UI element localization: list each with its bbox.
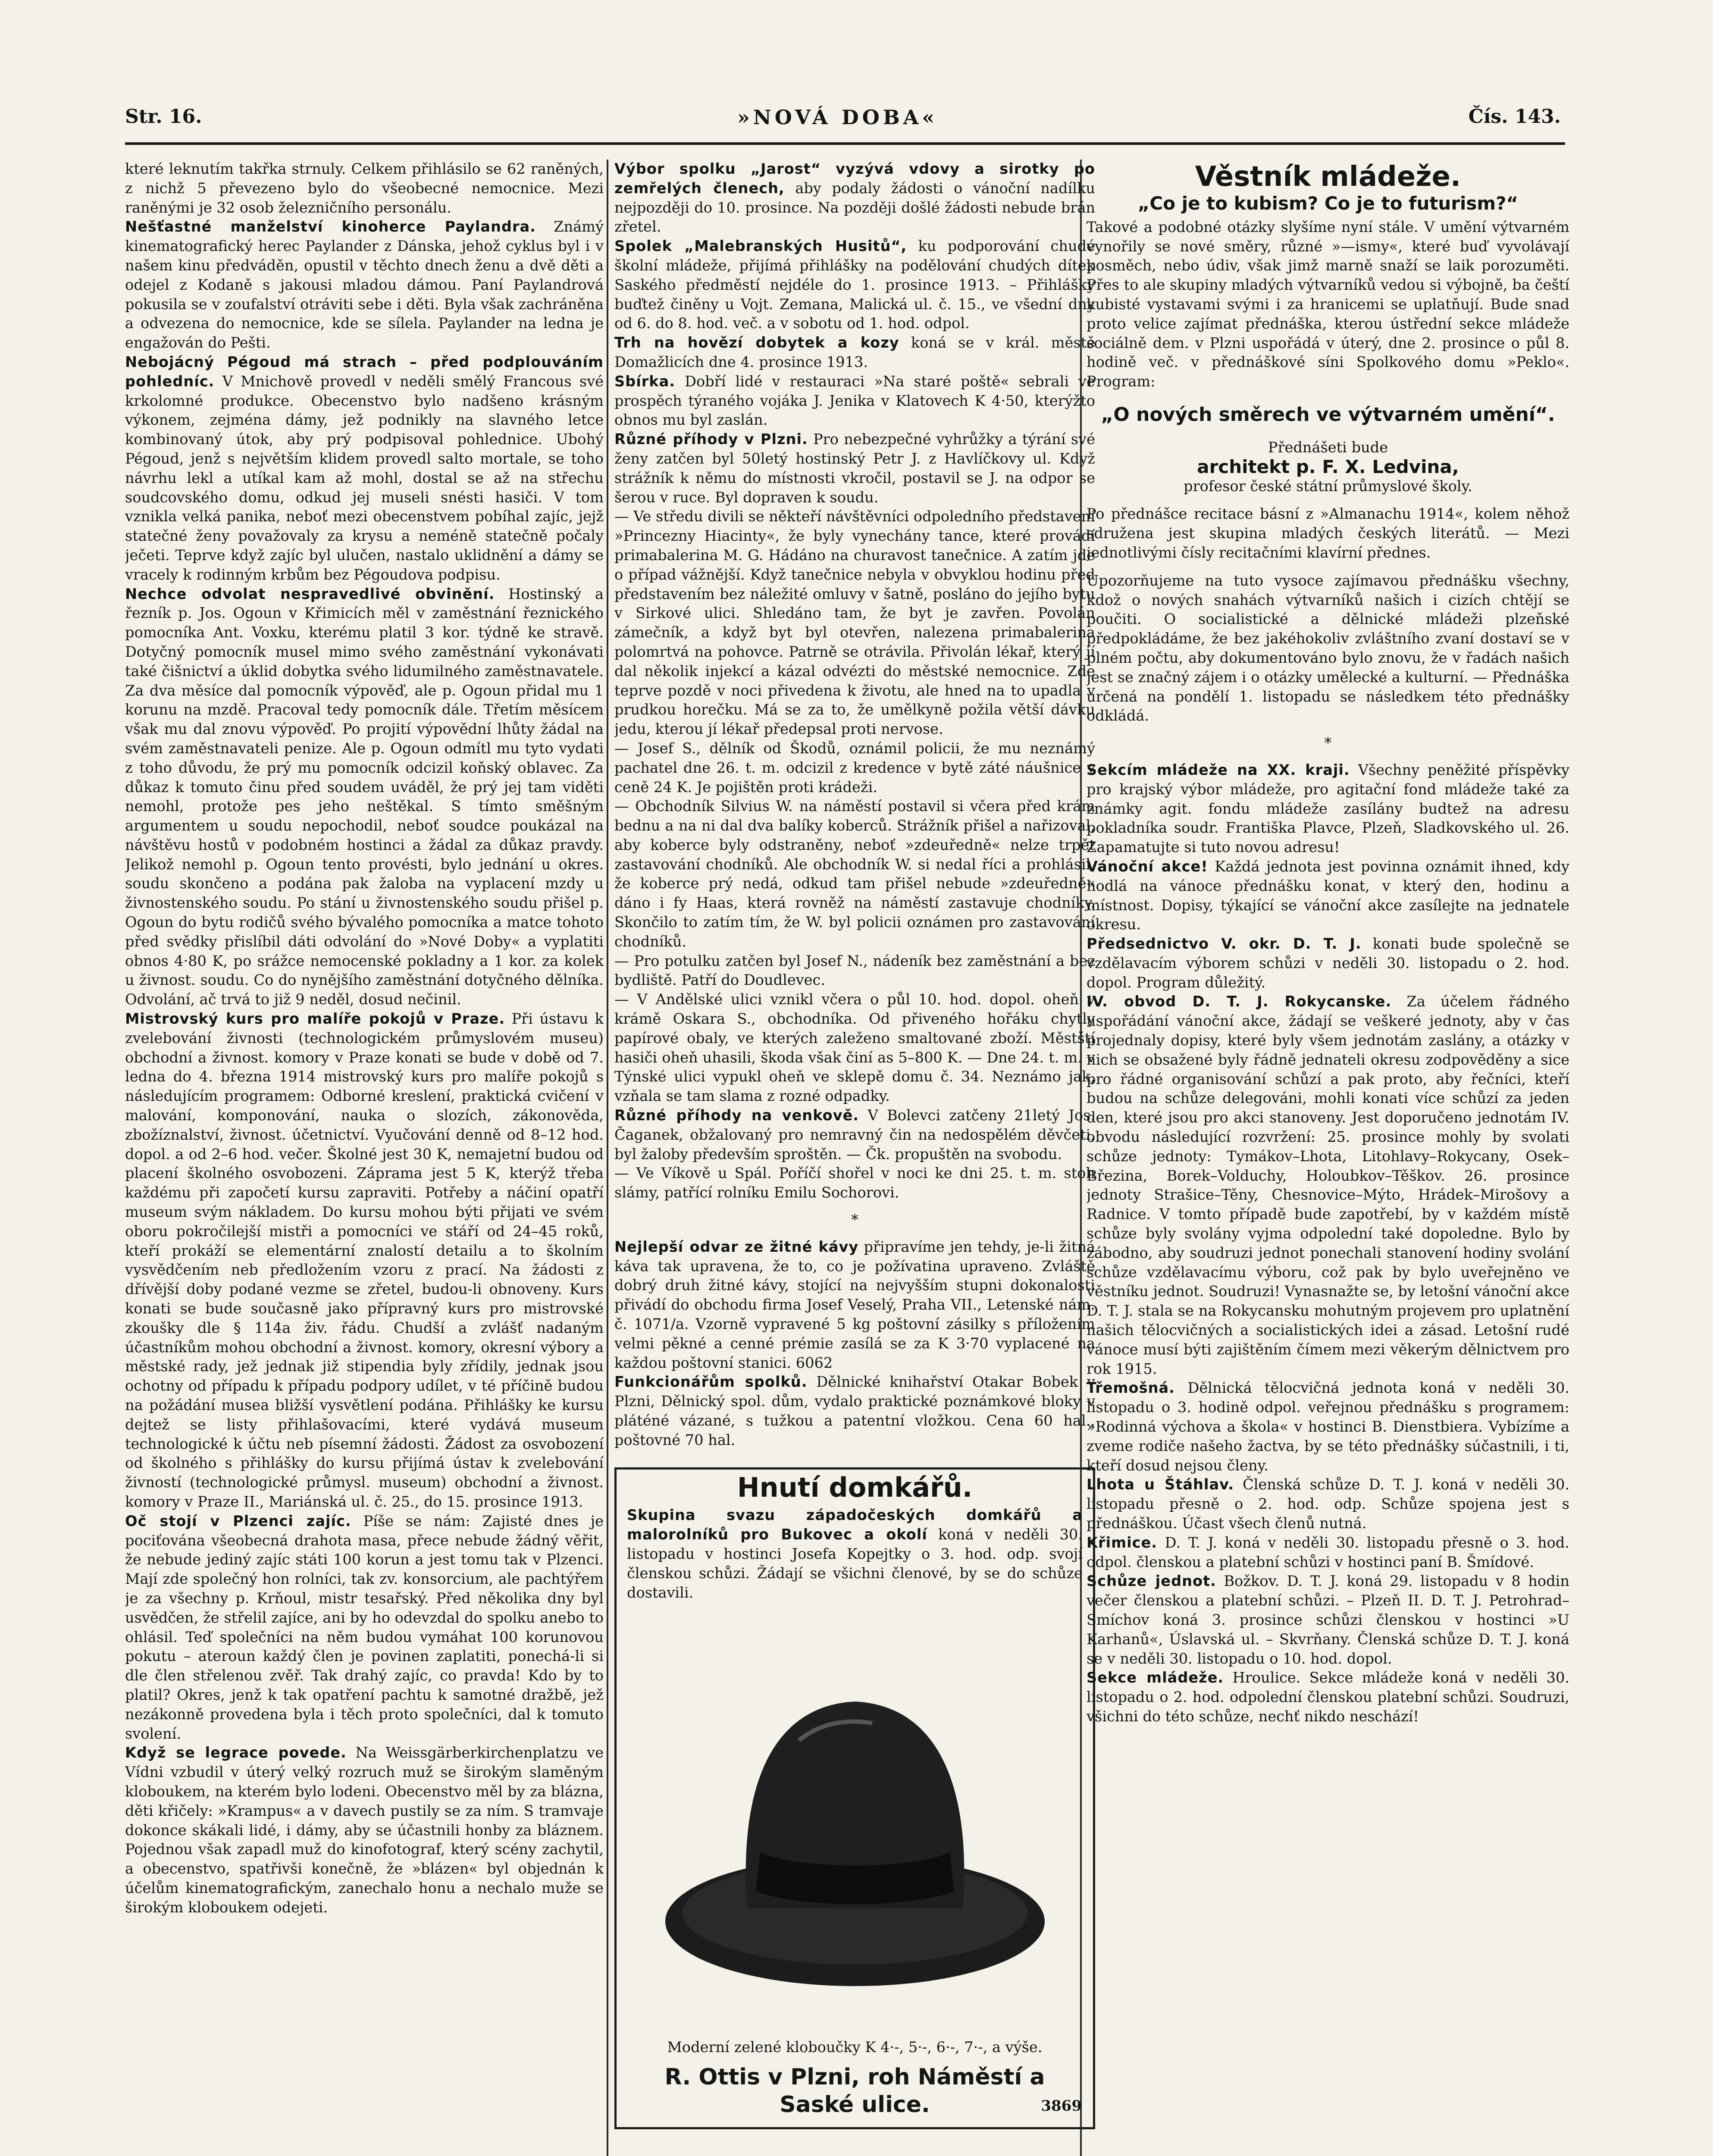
article-heading: Nebojácný Pégoud má strach – před podplouváním pohledníc. [125,353,604,390]
article [1087,934,1569,992]
section-star: * [1324,734,1332,752]
column-right [1087,160,1569,2156]
article-heading: Sbírka. [614,373,676,390]
article-heading: Funkcionářům spolků. [614,1373,808,1391]
article-paragraph: — Josef S., dělník od Škodů, oznámil policii, že mu neznámý pachatel dne 26. t. m. odcizil z kredence v bytě záté náušnice v ceně 24 K. Je pojištěn proti krádeži. [614,740,1095,796]
article-paragraph: — Ve Víkově u Spál. Poříčí shořel v noci ke dni 25. t. m. stoh slámy, patřící rolníku Emilu Sochorovi. [614,1165,1095,1201]
article-text: Božkov. D. T. J. koná 29. listopadu v 8 hodin večer členskou a platební schůzi. – Plzeň II. D. T. J. Petrohrad–Smíchov koná 3. prosince schůzi členskou v hostinci »U Karhanů«, Úslavská ul. – Skvrňany. Členská schůze D. T. J. koná se v neděli 30. listopadu o 10. hod. dopol. [1087,1573,1569,1667]
article-heading: Křimice. [1087,1534,1158,1551]
article [1087,1533,1569,1572]
ad-shop: R. Ottis v Plzni, roh Náměstí a Saské ulice. [664,2064,1045,2118]
article [614,1373,1095,1450]
article-heading: Schůze jednot. [1087,1573,1216,1590]
speaker-intro: Přednášeti bude [1268,439,1388,456]
article-text: D. T. J. koná v neděli 30. listopadu přesně o 3. hod. odpol. členskou a platební schůzi v hostinci paní B. Šmídové. [1087,1534,1569,1570]
ad-caption: Moderní zelené kloboučky K 4·-, 5·-, 6·-, 7·-, a výše. [667,2039,1043,2056]
article-paragraph: — V Andělské ulici vznikl včera o půl 10. hod. dopol. oheň v krámě Oskara S., obchodníka. Od přiveného hořáku chytly papírové obaly, ve kterých zaleženo smaltované zboží. Městští hasiči oheň uhasili, škoda však činí as 5–800 K. — Dne 24. t. m. v Týnské ulici vypukl oheň ve sklepě domu č. 34. Neznámo jak, vzňala se tam slama z rozné odpadky. [614,991,1095,1105]
section-star: * [851,1211,858,1228]
section-question: „Co je to kubism? Co je to futurism?“ [1137,193,1519,214]
column-middle [614,160,1095,2156]
ad-heading: Skupina svazu západočeských domkářů a malorolníků pro Bukovec a okolí [627,1507,1083,1543]
article-text: Všechny peněžité příspěvky pro krajský výbor mládeže, pro agitační fond mládeže také za známky agit. fondu mládeže zasílány budtež na adresu pokladníka soudr. Františka Plavce, Plzeň, Sladkovského ul. 26. Zapamatujte si tuto novou adresu! [1087,761,1569,856]
article [1087,857,1569,934]
article [125,1743,604,1917]
article [1087,761,1569,857]
article-paragraph: — Pro potulku zatčen byl Josef N., nádeník bez zaměstnání a bez bydliště. Patří do Doudlevec. [614,952,1095,989]
article-paragraph: Po přednášce recitace básní z »Almanachu 1914«, kolem něhož sdružena jest skupina mladých českých literátů. — Mezi jednotlivými čísly recitačními klavírní přednes. [1087,505,1569,561]
article-text: Každá jednota jest povinna oznámit ihned, kdy hodlá na vánoce přednášku konat, v který den, hodinu a místnost. Dopisy, týkající se vánoční akce zasílejte na jednatele okresu. [1087,858,1569,933]
article-heading: Různé příhody na venkově. [614,1107,859,1124]
article-heading: Oč stojí v Plzenci zajíc. [125,1512,351,1529]
article [614,237,1095,333]
speaker-role: profesor české státní průmyslové školy. [1184,477,1472,495]
article-text: Při ústavu k zvelebování živnosti (technologickém průmyslovém museu) obchodní a živnost. komory v Praze konati se bude v době od 7. ledna do 4. března 1914 mistrovský kurs pro malíře pokojů s následujícím programem: Odborné kreslení, praktická cvičení v malování, komponování, nauka o slozích, zákonověda, zbožíznalství, živnost. účetnictví. Vyučování denně od 8–12 hod. dopol. a od 2–6 hod. večer. Školné jest 30 K, nemajetní budou od placení školného osvobozeni. Záprama jest 5 K, kterýž třeba každému při započetí kursu zapraviti. Potřeby a náčiní opatří museum svým nákladem. Do kursu mohou býti přijati ve svém oboru pokročilejší mistři a pomocníci ve stáří od 24–45 roků, kteří prokáží se elementární znalostí detailu a to školním vysvědčením neb předložením vzoru z prací. Na žádosti z dřívější doby podané vezme se zřetel, budou-li obnoveny. Kurs konati se bude současně jako přípravný kurs pro mistrovské zkoušky dle § 114a živ. řádu. Chudší a zvlášť nadaným účastníkům mohou obchodní a živnost. komory, okresní výbory a městské rady, jež jednak již stipendia byly zřídily, jednak jsou ochotny od případu k případu podpory udílet, v té příčině budou na požádání musea bližší vysvětlení podána. Přihlášky ke kursu dejtež se listy přihlašovacími, které vydává museum technologické k účtu neb písemní žádosti. Žádost za osvobození od školného s přihlášky do kursu přijímá ústav k zvelebování živností (technologické průmysl. museum) obchodní a živnost. komory v Praze II., Mariánská ul. č. 25., do 15. prosince 1913. [125,1010,604,1510]
article-text: Hostinský a řezník p. Jos. Ogoun v Křimicích měl v zaměstnání řeznického pomocníka Ant. Voxku, kterému platil 3 kor. týdně ke stravě. Dotyčný pomocník musel mimo svého zaměstnání vykonávati také čišnictví a úklid dobytka svého lidumilného zaměstnavatele. Za dva měsíce dal pomocník výpověď, ale p. Ogoun přidal mu 1 korunu na mzdě. Pracoval tedy pomocník dále. Třetím měsícem však mu dal znovu výpověď. Po projití výpovědní lhůty žádal na svém zaměstnavateli penize. Ale p. Ogoun odmítl mu tyto vydati z toho důvodu, že prý mu pomocník odcizil koňský oblavec. Za důkaz k tomuto činu před soudem uváděl, že prý jej tam viděti nemohl, protože pes jeho neštěkal. S tímto směšným argumentem u soudu nepochodil, neboť soudce poukázal na návštěvu hostů v podobném hostinci a žádal za důkaz pravdy. Jelikož nemohl p. Ogoun tento provésti, bylo jednání u okres. soudu skončeno a podána pak žaloba na vyplacení mzdy u živnostenského soudu. Po stání u živnostenského soudu přišel p. Ogoun do bytu rodičů svého bývalého pomocníka a matce tohoto před svědky přislíbil dáti odvolání do »Nové Doby« a vyplatiti obnos 4·80 K, po srážce nemocenské pokladny a 1 kor. za kolek u živnost. soudu. Co do nynějšího zaměstnání dotyčného dělníka. Odvolání, ač trvá to již 9 neděl, dosud nečinil. [125,585,604,1008]
article-heading: Nechce odvolat nespravedlivé obvinění. [125,585,495,602]
article-text: koná se v král. městě Domažlicích dne 4. prosince 1913. [614,334,1095,370]
article-text: Píše se nám: Zajisté dnes je pociťována všeobecná drahota masa, přece nebude žádný věřit, že nebude jediný zajíc státi 100 korun a jest tomu tak v Plzenci. Mají zde společný hon rolníci, tak zv. konsorcium, ale pachtýřem je za všechny p. Krňoul, mistr tesařský. Před několika dny byl usvědčen, že střelil zajíce, ani by ho odevzdal do spolku anebo to ohlásil. Teď společníci na něm budou vymáhat 100 korunovou pokutu – ateroun každý člen je povinen zaplatiti, ponechá-li si dle člen střelenou zvěř. Tak drahý zajíc, co pravda! Kdo by to platil? Okres, jenž k tak opatření pachtu k samotné dražbě, jež nezákonně provedena byla i těch proto společníci, dal k tomuto svolení. [125,1512,604,1742]
article-heading: Mistrovský kurs pro malíře pokojů v Praze. [125,1010,505,1028]
issue-number: Čís. 143. [1468,106,1561,128]
column-divider [607,160,608,2156]
article [614,372,1095,430]
article [614,1238,1095,1373]
section-title: Věstník mládeže. [1195,161,1461,193]
article [1087,1379,1569,1475]
ad-title: Hnutí domkářů. [737,1471,973,1503]
article-paragraph: — Ve středu divili se někteří návštěvníci odpoledního představení »Princezny Hiacinty«, že byly vynechány tance, které provádí primabalerina M. G. Hádáno na churavost tanečnice. A zatím jde o případ vážnější. Když tanečnice nebyla v obvyklou hodinu před představením bez náležité omluvy v šatně, posláno do jejího bytu v Sirkové ulici. Shledáno tam, že byt je zavřen. Povolán zámečník, a když byt byl otevřen, nalezena primabalerina polomrtvá na pohovce. Patrně se otrávila. Přivolán lékař, který jí dal několik injekcí a kázal odvézti do městské nemocnice. Zde teprve pozdě v noci přivedena k životu, ale hned na to upadla v prudkou horečku. Má se za to, že umělkyně požila větší dávku jedu, kterou jí lékař předepsal proti nervose. [614,508,1095,738]
article-text: Dobří lidé v restauraci »Na staré poště« sebrali ve prospěch týraného vojáka J. Jenika v Klatovech K 4·50, kterýžto obnos mu byl zaslán. [614,373,1095,429]
newspaper-title: »NOVÁ DOBA« [737,106,938,129]
article-heading: IV. obvod D. T. J. Rokycanske. [1087,993,1392,1010]
article-text: V Bolevci zatčeny 21letý Jos. Čaganek, obžalovaný pro nemravný čin na nedospělém děvčeti, byl žaloby především sproštěn. — Čk. propuštěn na svobodu. [614,1107,1095,1163]
article [614,430,1095,507]
article-paragraph: Upozorňujeme na tuto vysoce zajímavou přednášku všechny, kdož o nových snahách výtvarníků našich i cizích chtějí se poučiti. O socialistické a dělnické mládeži plzeňské předpokládáme, že bez jakéhokoliv zvláštního zvaní dostaví se v plném počtu, aby dokumentováno bylo znovu, že v řadách našich jest se značný zájem i o otázky umělecké a kulturní. — Přednáška určená na pondělí 1. listopadu se následkem této přednášky odkládá. [1087,572,1569,724]
page-header [125,103,1565,145]
lecture-title: „O nových směrech ve výtvarném umění“. [1101,403,1555,426]
article-text: aby podaly žádosti o vánoční nadílku nejpozději do 10. prosince. Na později došlé žádosti nebude brán zřetel. [614,179,1095,235]
article-text: ku podporování chudé školní mládeže, přijímá přihlášky na podělování chudých dítek Saského předměstí nejdéle do 1. prosince 1913. – Přihlášky buďtež činěny u Vojt. Zemana, Malická ul. č. 15., ve všední dny od 6. do 8. hod. več. a v sobotu od 1. hod. odpol. [614,238,1095,332]
article-heading: Předsednictvo V. okr. D. T. J. [1087,935,1362,953]
article [125,1009,604,1512]
article-heading: Nešťastné manželství kinoherce Paylandra. [125,218,536,235]
article-text: V Mnichově provedl v neděli smělý Francous své krkolomné produkce. Obecenstvo bylo nadšeno krásným výkonem, zejména dámy, jež podnikly na slavného letce kombinovaný útok, aby prý podpisoval pohlednice. Ubohý Pégoud, jenž s největším klidem provedl salto mortale, se toho návrhu lekl a utíkal kam až mohl, dostal se až na střechu soudcovského domu, odkud jej museli snésti hasiči. V tom vznikla velká panika, neboť mezi obecenstvem pobíhal zajíc, jejž statečné ženy považovaly za krysu a neméně statečně počaly ječeti. Teprve když zajíc byl ulučen, nastalo uklidnění a dámy se vracely k rodinným krbům bez Pégoudova podpisu. [125,373,604,583]
article-text: Dělnická tělocvičná jednota koná v neděli 30. listopadu o 3. hodině odpol. veřejnou přednášku s programem: »Rodinná výchova a škola« v hostinci B. Dienstbiera. Vybízíme a zveme rodiče našeho žactva, by se této přednášky súčastnili, i ti, kteří dosud nejsou členy. [1087,1379,1569,1474]
article-heading: Spolek „Malebranských Husitů“, [614,238,907,255]
article-heading: Vánoční akce! [1087,858,1208,875]
article [125,1512,604,1744]
ad-notice [627,1506,1083,1602]
article [614,1106,1095,1164]
article-heading: Trh na hovězí dobytek a kozy [614,334,899,351]
article-heading: Nejlepší odvar ze žitné kávy [614,1238,859,1255]
article-text: Za účelem řádného uspořádání vánoční akce, žádají se veškeré jednoty, aby v čas projednaly dopisy, které byly všem jednotám zaslány, a otázky v nich se obsažené byly řádně jednateli okresu zodpověděny a sice pro řádné organisování schůzí a pak proto, aby řečníci, kteří budou na schůze delegováni, mohli konati více schůzí za jeden den, které jsou pro akci stanoveny. Jest doporučeno jednotám IV. obvodu následující rozvržení: 25. prosince mohly by svolati schůze jednoty: Tymákov–Lhota, Litohlavy–Rokycany, Osek–Březina, Borek–Volduchy, Holoubkov–Těškov. 26. prosince jednoty Strašice–Těny, Chesnovice–Mýto, Hrádek–Mirošovy a Radnice. V tomto případě bude zapotřebí, by v každém místě schůze byly svolány vyjma odpolední také dopoledne. Bylo by zábodno, aby soudruzi jednot ponechali stanovení hodiny svolání schůze vzdělavacímu výboru, což pak by bylo uveřejněno ve věstníku jednot. Soudruzi! Vynasnažte se, by letošní vánoční akce D. T. J. stala se na Rokycansku mohutným projevem pro uplatnění našich tělocvičných a socialistických idei a zásad. Letošní rudé vánoce musí býti zajištěním čímem mezi věkerým dělnictvem pro rok 1915. [1087,993,1569,1377]
article-heading: Třemošná. [1087,1379,1175,1397]
speaker-name: architekt p. F. X. Ledvina, [1197,456,1459,477]
article-text: Členská schůze D. T. J. koná v neděli 30. listopadu přesně o 2. hod. odp. Schůze spojena jest s přednáškou. Účast všech členů nutná. [1087,1476,1569,1532]
article-text: Dělnické knihařství Otakar Bobek v Plzni, Dělnický spol. dům, vydalo praktické poznámkové bloky v pláténé vázané, s tužkou a patentní vložkou. Cena 60 hal., poštovné 70 hal. [614,1373,1095,1448]
article [125,217,604,353]
article [1087,1475,1569,1533]
article-text: Známý kinematografický herec Paylander z Dánska, jehož cyklus byl i v našem kinu předváděn, opustil v těchto dnech ženu a dvě děti a odejel z Kodaně s jakousi mladou dámou. Paní Paylandrová pokusila se v zoufalství otráviti sebe i děti. Byla však zachráněna a odvezena do nemocnice, kde se sílela. Paylander na ledna je engažován do Pešti. [125,218,604,351]
article-heading: Různé příhody v Plzni. [614,431,808,448]
ad-number: 6062 [795,1354,833,1371]
article-heading: Když se legrace povede. [125,1744,347,1761]
article [1087,992,1569,1379]
article [125,353,604,585]
advertisement-box [614,1467,1095,2130]
page-number: Str. 16. [125,106,202,128]
article-paragraph: — Obchodník Silvius W. na náměstí postavil si včera před krám bednu a na ni dal dva balíky koberců. Strážník přišel a nařizoval, aby koberce byly odstraněny, neboť »zdeuředně« nelze trpět zastavování chodníků. Ale obchodník W. si nedal říci a prohlásil, že koberce prý nedá, odkud tam přišel nebude »zdeuředně« dáno i fy Haas, která rovněž na náměstí zastavuje chodníky. Skončilo to zatím tím, že W. byl policii oznámen pro zastavování chodníků. [614,798,1095,950]
article [1087,1572,1569,1668]
article-text: připravíme jen tehdy, je-li žitná káva tak upravena, že to, co je požívatina upraveno. Zvláště dobrý druh žitné kávy, stojící na nejvyšším stupni dokonalosti přivádí do obchodu firma Josef Veselý, Praha VII., Letenské nám. č. 1071/a. Vzorně vypravené 5 kg poštovní zásilky s příložením velmi pěkné a cenné prémie zasílá se za K 3·70 vyplacené na každou poštovní stanici. [614,1238,1095,1371]
article [1087,1668,1569,1726]
hat-icon [657,1611,1053,2034]
article [125,585,604,1010]
article-text: Na Weissgärberkirchenplatzu ve Vídni vzbudil v úterý velký rozruch muž se širokým slaměným kloboukem, na kterém bylo lodeni. Obecenstvo měl by za blázna, děti křičely: »Krampus« a v davech pustily se za ním. S tramvaje dokonce skákali lidé, i dámy, aby se účastnili honby za bláznem. Pojednou však zapadl muž do kinofotograf, který scény zachytil, a obecenstvo, spatřivši konečně, že »blázen« byl objednán k účelům kinematografickým, zanechalo honu a nechalo muže se širokým kloboukem odejeti. [125,1744,604,1916]
article-text: Pro nebezpečné vyhrůžky a týrání své ženy zatčen byl 50letý hostinský Petr J. z Havlíčkovy ul. Když strážník k němu do místnosti vkročil, postavil se J. na odpor se šerou v ruce. Byl dopraven k soudu. [614,431,1095,506]
column-left [125,160,604,2156]
article-heading: Sekcím mládeže na XX. kraji. [1087,761,1350,778]
article [614,333,1095,372]
article-heading: Lhota u Štáhlav. [1087,1476,1234,1493]
ad-text: koná v neděli 30. listopadu v hostinci Josefa Kopejtky o 3. hod. odp. svojí členskou schůzi. Žádají se všichni členové, by se do schůze dostavili. [627,1526,1083,1601]
article-text: konati bude společně se vzdělavacím výborem schůzi v neděli 30. listopadu o 2. hod. dopol. Program důležitý. [1087,935,1569,991]
article-heading: Výbor spolku „Jarost“ vyzývá vdovy a sirotky po zemřelých členech, [614,160,1095,197]
article-intro: které leknutím takřka strnuly. Celkem přihlásilo se 62 raněných, z nichž 5 převezeno bylo do všeobecné nemocnice. Mezi raněnými je 32 osob železničního personálu. [125,160,604,216]
article-paragraph: Takové a podobné otázky slyšíme nyní stále. V umění výtvarném vynořily se nové směry, různé »—ismy«, které buď vyvolávají posměch, nebo údiv, však jimž marně snaží se laik porozuměti. Přes to ale skupiny mladých výtvarníků vedou si výbojně, ba čeští kubisté vystavami svými i za hranicemi se uplatňují. Bude snad proto velice zajímat přednáška, kterou ústřední sekce mládeže sociálně dem. v Plzni uspořádá v úterý, dne 2. prosince o půl 8. hodině več. v přednáškové síni Spolkového domu »Peklo«. Program: [1087,218,1569,390]
article [614,160,1095,237]
ad-number: 3869 [1041,2097,1082,2115]
article-text: Hroulice. Sekce mládeže koná v neděli 30. listopadu o 2. hod. odpolední členskou platební schůzi. Soudruzi, všichni do této schůze, nechť nikdo neschází! [1087,1669,1569,1725]
article-heading: Sekce mládeže. [1087,1669,1224,1686]
